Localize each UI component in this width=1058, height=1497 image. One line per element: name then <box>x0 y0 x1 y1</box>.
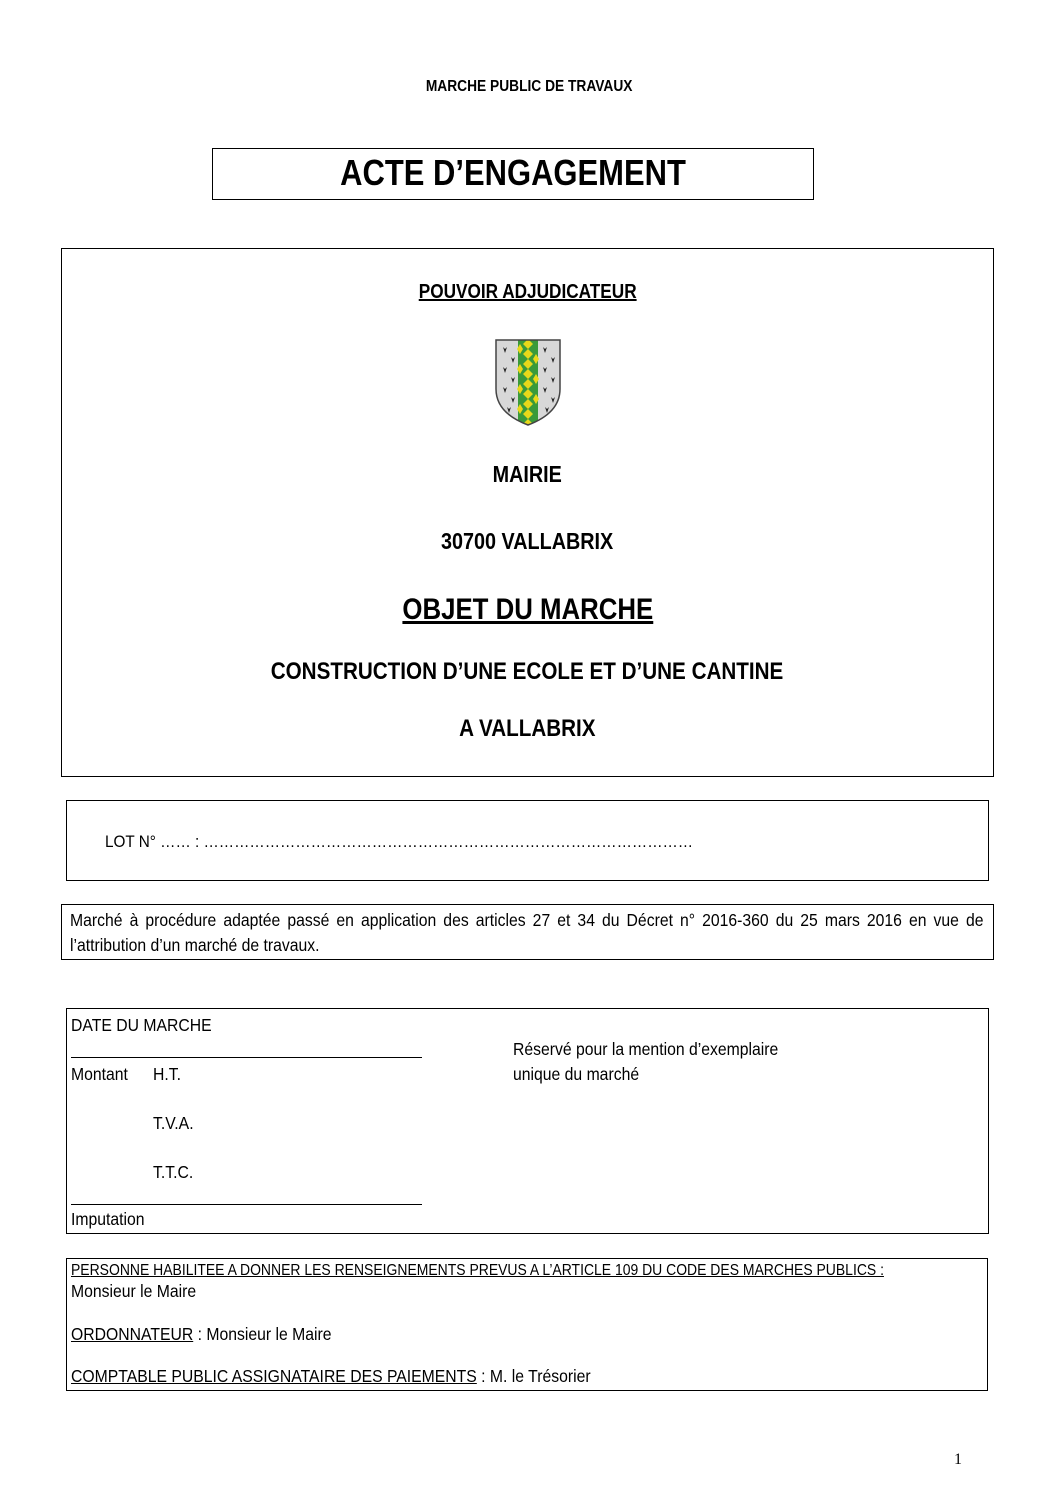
document-kicker <box>0 78 1058 96</box>
kicker-text: MARCHE PUBLIC DE TRAVAUX <box>425 78 633 95</box>
coat-of-arms-icon <box>493 337 563 427</box>
ordonnateur-separator: : <box>193 1324 207 1344</box>
comptable-line <box>71 1366 591 1387</box>
commune-label: 30700 VALLABRIX <box>441 528 614 554</box>
tva-label: T.V.A. <box>153 1113 194 1133</box>
montant-label: Montant <box>71 1064 128 1084</box>
marche-info-box <box>66 1008 989 1234</box>
imputation-divider <box>71 1204 422 1205</box>
objet-line-2: A VALLABRIX <box>459 715 596 742</box>
ht-label: H.T. <box>153 1064 182 1084</box>
comptable-label: COMPTABLE PUBLIC ASSIGNATAIRE DES PAIEMENTS <box>71 1366 477 1386</box>
renseignements-value: Monsieur le Maire <box>71 1281 197 1301</box>
ordonnateur-value: Monsieur le Maire <box>206 1324 332 1344</box>
imputation-label: Imputation <box>71 1209 145 1229</box>
comptable-value: M. le Trésorier <box>489 1366 591 1386</box>
page-title: ACTE D’ENGAGEMENT <box>340 152 686 193</box>
ttc-label: T.T.C. <box>153 1162 194 1182</box>
ordonnateur-label: ORDONNATEUR <box>71 1324 194 1344</box>
renseignements-label: PERSONNE HABILITEE A DONNER LES RENSEIGNEMENTS PREVUS A L’ARTICLE 109 DU CODE DES MARCHES PUBLICS : <box>71 1262 884 1279</box>
lot-field: LOT N° …… : …………………………………………………………………………………… <box>105 832 694 851</box>
adjudicateur-heading: POUVOIR ADJUDICATEUR <box>418 281 637 303</box>
lot-box <box>66 800 989 881</box>
date-label: DATE DU MARCHE <box>71 1015 212 1035</box>
procedure-box <box>61 904 994 960</box>
objet-heading: OBJET DU MARCHE <box>402 593 653 626</box>
adjudicateur-box <box>61 248 994 777</box>
comptable-separator: : <box>476 1366 490 1386</box>
reserve-line-1: Réservé pour la mention d’exemplaire <box>513 1039 779 1059</box>
mairie-label: MAIRIE <box>492 461 563 487</box>
date-divider <box>71 1057 422 1058</box>
reserve-line-2: unique du marché <box>513 1064 640 1084</box>
contacts-box <box>66 1258 988 1391</box>
ordonnateur-line <box>71 1324 332 1345</box>
procedure-text: Marché à procédure adaptée passé en application des articles 27 et 34 du Décret n° 2016-360 du 25 mars 2016 en vue de l’attribution d’un marché de travaux. <box>70 910 984 955</box>
objet-line-1: CONSTRUCTION D’UNE ECOLE ET D’UNE CANTINE <box>271 658 784 685</box>
page-number: 1 <box>954 1451 962 1468</box>
title-box <box>212 148 814 200</box>
